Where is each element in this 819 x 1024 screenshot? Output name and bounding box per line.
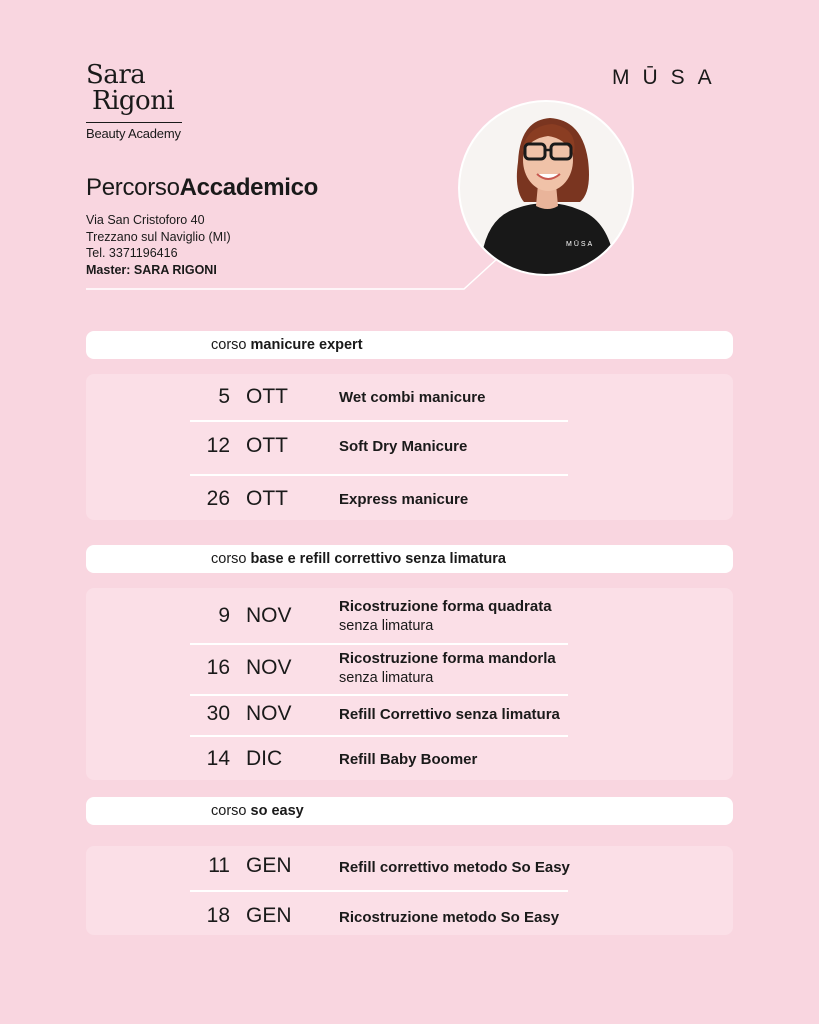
lesson-title: Refill correttivo metodo So Easy xyxy=(339,859,570,876)
academy-logo xyxy=(86,62,186,141)
lesson-title: Ricostruzione forma mandorla xyxy=(339,650,556,667)
lesson-month: NOV xyxy=(246,604,292,627)
title-bold: Accademico xyxy=(179,174,319,201)
lesson-month: OTT xyxy=(246,487,288,510)
lesson-day: 12 xyxy=(206,434,230,457)
lesson-day: 9 xyxy=(218,604,230,627)
course-prefix: corso xyxy=(211,337,247,353)
lesson-month: DIC xyxy=(246,747,283,770)
course-prefix: corso xyxy=(211,803,247,819)
lesson-title: Refill Correttivo senza limatura xyxy=(339,706,560,723)
master-photo xyxy=(458,100,634,276)
lesson-month: NOV xyxy=(246,656,292,679)
title-thin: Percorso xyxy=(86,174,180,201)
lesson-day: 30 xyxy=(206,702,230,725)
address-master: Master: SARA RIGONI xyxy=(86,262,217,277)
lesson-title: Wet combi manicure xyxy=(339,389,486,406)
lesson-day: 5 xyxy=(218,385,230,408)
lesson-subtitle: senza limatura xyxy=(339,670,434,686)
lesson-day: 11 xyxy=(208,854,230,877)
course-name: manicure expert xyxy=(250,337,363,353)
course-card-manicure-expert xyxy=(86,374,733,520)
lesson-title: Soft Dry Manicure xyxy=(339,438,468,455)
logo-line-1: Sara xyxy=(86,60,146,90)
course-name: base e refill correttivo senza limatura xyxy=(250,551,506,567)
logo-line-2: Rigoni xyxy=(92,86,175,116)
lesson-month: OTT xyxy=(246,434,288,457)
lesson-subtitle: senza limatura xyxy=(339,618,434,634)
course-header-base-refill xyxy=(86,545,733,573)
lesson-month: GEN xyxy=(246,904,292,927)
logo-subtitle: Beauty Academy xyxy=(86,126,181,141)
address-street: Via San Cristoforo 40 xyxy=(86,213,205,227)
lesson-separator xyxy=(190,890,568,892)
shirt-logo: MŪSA xyxy=(566,241,595,248)
logo-divider xyxy=(86,122,182,123)
lesson-day: 14 xyxy=(206,747,230,770)
lesson-day: 16 xyxy=(206,656,230,679)
address-city: Trezzano sul Naviglio (MI) xyxy=(86,229,231,244)
course-card-so-easy xyxy=(86,846,733,935)
lesson-title: Refill Baby Boomer xyxy=(339,751,478,768)
lesson-title: Ricostruzione metodo So Easy xyxy=(339,909,560,926)
page-title xyxy=(86,174,318,202)
portrait-image xyxy=(460,102,632,274)
lesson-month: NOV xyxy=(246,702,292,725)
lesson-separator xyxy=(190,420,568,422)
course-card-base-refill xyxy=(86,588,733,780)
lesson-separator xyxy=(190,694,568,696)
course-prefix: corso xyxy=(211,551,247,567)
course-header-manicure-expert xyxy=(86,331,733,359)
course-header-so-easy xyxy=(86,797,733,825)
brand-logo: MŪSA xyxy=(612,66,725,89)
course-name: so easy xyxy=(250,803,304,819)
lesson-title: Express manicure xyxy=(339,491,469,508)
address-phone: Tel. 3371196416 xyxy=(86,246,178,260)
lesson-day: 18 xyxy=(206,904,230,927)
lesson-separator xyxy=(190,474,568,476)
lesson-separator xyxy=(190,643,568,645)
lesson-day: 26 xyxy=(206,487,230,510)
lesson-title: Ricostruzione forma quadrata xyxy=(339,598,552,615)
connector-line xyxy=(86,255,506,295)
lesson-month: GEN xyxy=(246,854,292,877)
lesson-month: OTT xyxy=(246,385,288,408)
lesson-separator xyxy=(190,735,568,737)
